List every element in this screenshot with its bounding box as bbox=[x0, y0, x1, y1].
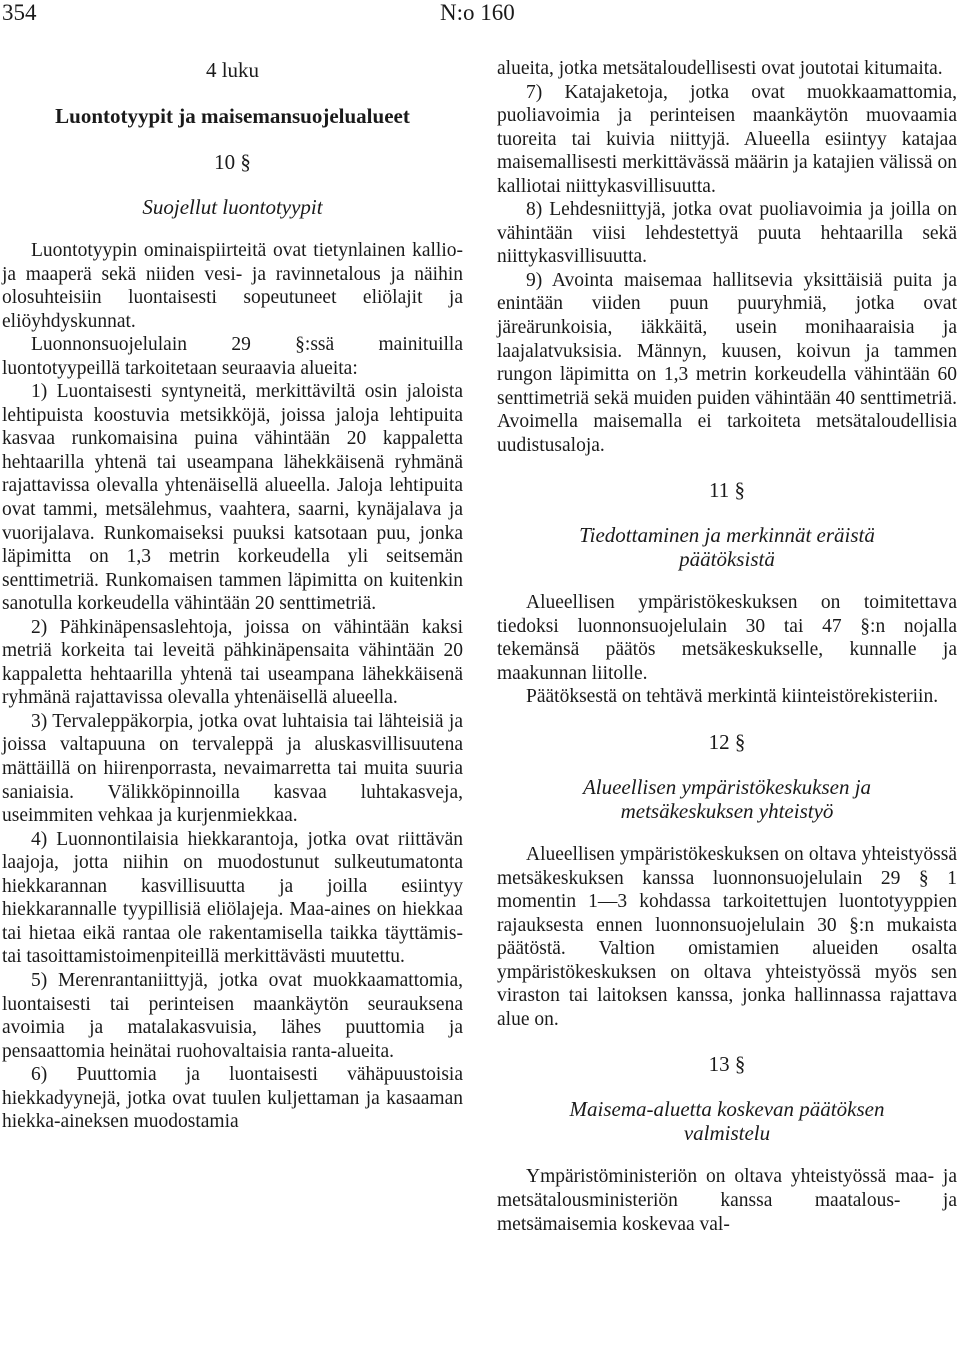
issue-number: N:o 160 bbox=[440, 0, 515, 25]
section-11-number: 11 § bbox=[709, 478, 745, 503]
list-item: 4) Luonnontilaisia hiekkarantoja, jotka ovat riittävän laajoja, jotta niihin on muodostunut sulkeutumatonta hiekkarannan kasvillisuutta ja joilla esiintyy hiekkarannalle tyypillisiä eliölajeja. Maa-aines on hiekkaa tai hietaa eikä rantaa ole rakentamisella taikka täyttämis- tai tasoittamistoimenpiteillä merkittävästi muutettu. bbox=[2, 828, 463, 968]
section-13-title bbox=[497, 1097, 957, 1145]
list-item: 6) Puuttomia ja luontaisesti vähäpuustoisia hiekkadyynejä, jotka ovat tuulen kuljettaman ja kasaaman hiekka-aineksen muodostamia bbox=[2, 1064, 463, 1133]
section-11-title-line: Tiedottaminen ja merkinnät eräistä bbox=[579, 523, 875, 548]
list-item: 2) Pähkinäpensaslehtoja, joissa on vähintään kaksi metriä korkeita tai leveitä pähkinäpensaita vähintään 20 kappaletta hehtaarilla yhtenä tai useampana lähekkäisenä ryhmänä rajattavissa olevalla yhtenäisellä alueella. bbox=[2, 616, 463, 709]
page-header bbox=[0, 0, 960, 30]
section-11-title bbox=[497, 523, 957, 571]
section-13-number: 13 § bbox=[708, 1052, 746, 1077]
section-10-title: Suojellut luontotyypit bbox=[142, 195, 323, 219]
paragraph: Päätöksestä on tehtävä merkintä kiinteistörekisteriin. bbox=[526, 686, 939, 708]
section-13-title-line: valmistelu bbox=[683, 1121, 771, 1146]
section-12-title-line: Alueellisen ympäristökeskuksen ja bbox=[582, 775, 872, 800]
section-12-title-line: metsäkeskuksen yhteistyö bbox=[620, 799, 834, 824]
paragraph: Ympäristöministeriön on oltava yhteistyössä maa- ja metsätalousministeriön kanssa maatalous- ja metsämaisemia koskevaa val- bbox=[497, 1166, 957, 1235]
paragraph: Alueellisen ympäristökeskuksen on oltava yhteistyössä metsäkeskuksen kanssa luonnonsuojelulain 29 § 1 momentin 1—3 kohdassa tarkoitettujen luontotyyppien rajauksesta ennen luonnonsuojelulain 30 §:n mukaista päätöstä. Valtion omistamien alueiden osalta ympäristökeskuksen on oltava yhteistyössä myös sen viraston tai laitoksen kanssa, jonka hallinnassa rajattava alue on. bbox=[497, 844, 957, 1030]
paragraph: Luontotyypin ominaispiirteitä ovat tietynlainen kallio- ja maaperä sekä niiden vesi- ja ravinnetalous ja näihin olosuhteisiin luontaisesti sopeutuneet eliölajit ja eliöyhdyskunnat. bbox=[2, 240, 463, 332]
list-item: 3) Tervaleppäkorpia, jotka ovat luhtaisia tai lähteisiä ja joissa valtapuuna on tervaleppä ja aluskasvillisuutena mättäillä on hiirenporrasta, nevaimarretta tai muita suuria saniaisia. Välikköpinnoilla kasvaa luhtakasveja, useimmiten vehkaa ja kurjenmiekkaa. bbox=[2, 710, 463, 827]
section-11-title-line: päätöksistä bbox=[679, 547, 775, 572]
chapter-number: 4 luku bbox=[205, 58, 260, 82]
section-13-title-line: Maisema-aluetta koskevan päätöksen bbox=[569, 1097, 885, 1122]
list-item: 9) Avointa maisemaa hallitsevia yksittäisiä puita ja enintään viiden puun puuryhmiä, jotka ovat järeärunkoisia, iäkkäitä, usein monihaaraisia ja laajalatvuksisia. Männyn, kuusen, koivun ja tammen rungon läpimitta on 1,3 metrin korkeudella vähintään 60 senttimetriä sekä muiden puiden vähintään 40 senttimetriä. Avoimella maisemalla ei tarkoiteta metsätaloudellisia uudistusaloja. bbox=[497, 269, 957, 456]
paragraph: Luonnonsuojelulain 29 §:ssä mainituilla luontotyypeillä tarkoitetaan seuraavia alueita: bbox=[2, 334, 463, 379]
list-item: 1) Luontaisesti syntyneitä, merkittäviltä osin jaloista lehtipuista koostuvia metsikköjä, joissa jaloja lehtipuita kasvaa runkomaisina puina vähintään 20 kappaletta hehtaarilla yhtenä tai useampana lähekkäisenä ryhmänä rajattavissa olevalla yhtenäisellä alueella. Jaloja lehtipuita ovat tammi, metsälehmus, vaahtera, saarni, kynäjalava ja vuorijalava. Runkomaiseksi puuksi katsotaan puu, jonka läpimitta on 1,3 metrin korkeudella yli seitsemän senttimetriä. Runkomaisen tammen läpimitta on kuitenkin sanotulla korkeudella vähintään 20 senttimetriä. bbox=[2, 381, 463, 615]
section-10-number: 10 § bbox=[214, 150, 251, 174]
paragraph: Alueellisen ympäristökeskuksen on toimitettava tiedoksi luonnonsuojelulain 30 tai 47 §:n nojalla tekemänsä päätös metsäkeskukselle, kunnalle ja maakunnan liitolle. bbox=[497, 592, 957, 684]
list-item: 8) Lehdesniittyjä, jotka ovat puoliavoimia ja joilla on vähintään viisi lehdestettyä puuta hehtaarilla sekä niittykasvillisuutta. bbox=[497, 199, 957, 268]
left-column bbox=[2, 57, 463, 1134]
right-column bbox=[497, 57, 957, 1236]
paragraph-continuation: alueita, jotka metsätaloudellisesti ovat joutotai kitumaita. bbox=[497, 58, 943, 79]
list-item: 5) Merenrantaniittyjä, jotka ovat muokkaamattomia, luontaisesti tai perinteisen maankäytön seurauksena avoimia ja matalakasvuisia, lähes puuttomia ja pensaattomia heinätai ruohovaltaisia ranta-alueita. bbox=[2, 969, 463, 1062]
section-12-number: 12 § bbox=[708, 730, 746, 755]
list-item: 7) Katajaketoja, jotka ovat muokkaamattomia, puoliavoimia ja perinteisen maankäytön muovaamia tuoreita tai kuivia niittyjä. Alueella esiintyy katajaa maisemallisesti merkittävässä määrin ja katajien välissä on kalliotai niittykasvillisuutta. bbox=[497, 81, 957, 197]
chapter-title: Luontotyypit ja maisemansuojelualueet bbox=[55, 104, 410, 128]
section-12-title bbox=[497, 775, 957, 823]
page-number: 354 bbox=[2, 0, 37, 25]
